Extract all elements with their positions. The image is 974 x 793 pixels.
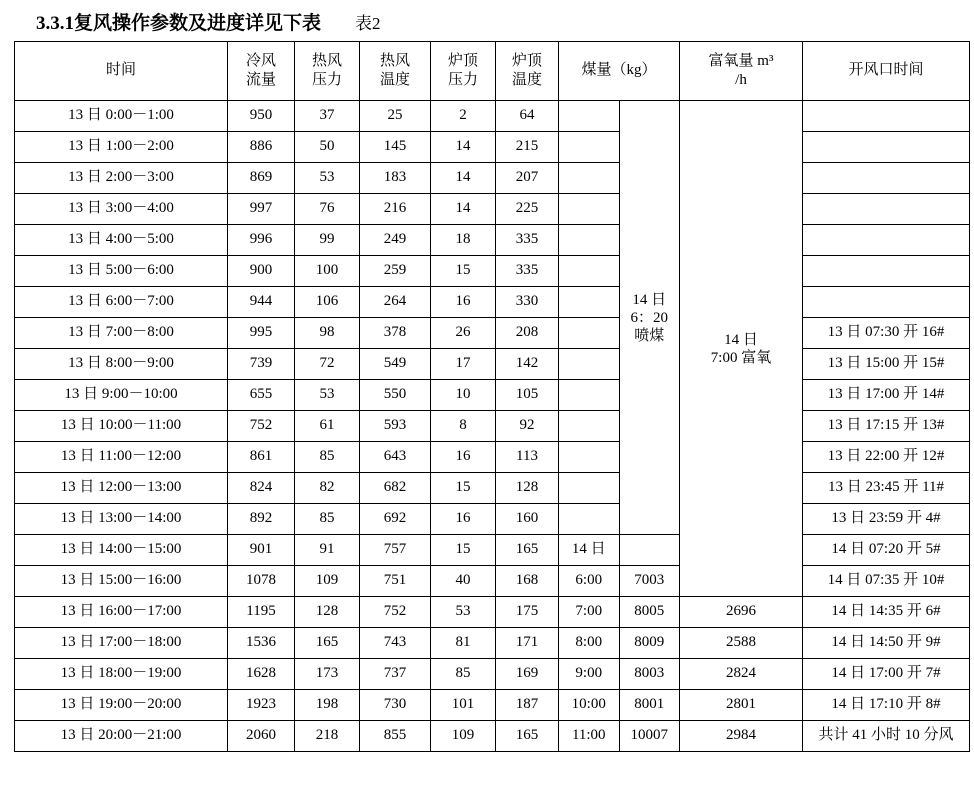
cell-top-temperature: 187 <box>496 690 559 721</box>
table-row <box>15 194 970 225</box>
cell-open-time: 14 日 14:35 开 6# <box>803 597 970 628</box>
cell-open-time <box>803 225 970 256</box>
cell-oxygen-value: 2801 <box>680 690 803 721</box>
table-row <box>15 132 970 163</box>
cell-open-time: 13 日 17:15 开 13# <box>803 411 970 442</box>
cell-coal-time: 14 日 <box>559 535 620 566</box>
cell-hot-temperature: 549 <box>360 349 431 380</box>
cell-cold-flow: 886 <box>228 132 295 163</box>
cell-time: 13 日 19:00－20:00 <box>15 690 228 721</box>
column-header-coal-label: 煤量（kg） <box>581 62 657 79</box>
table-row <box>15 504 970 535</box>
cell-oxygen-note-line2: 7:00 富氧 <box>710 349 772 366</box>
table-row <box>15 473 970 504</box>
cell-hot-temperature: 249 <box>360 225 431 256</box>
table-caption-label: 表2 <box>355 14 381 33</box>
cell-coal-value <box>619 535 680 566</box>
cell-coal-time <box>559 442 620 473</box>
column-header-oxygen-line1: 富氧量 m³ <box>708 53 774 70</box>
cell-top-temperature: 208 <box>496 318 559 349</box>
cell-coal-time: 9:00 <box>559 659 620 690</box>
cell-top-temperature: 171 <box>496 628 559 659</box>
cell-hot-pressure: 100 <box>295 256 360 287</box>
cell-open-time <box>803 256 970 287</box>
cell-coal-time: 6:00 <box>559 566 620 597</box>
cell-hot-pressure: 82 <box>295 473 360 504</box>
cell-top-pressure: 109 <box>431 721 496 752</box>
cell-open-time: 14 日 17:10 开 8# <box>803 690 970 721</box>
cell-cold-flow: 1628 <box>228 659 295 690</box>
table-row <box>15 256 970 287</box>
cell-time: 13 日 18:00－19:00 <box>15 659 228 690</box>
cell-top-temperature: 142 <box>496 349 559 380</box>
page-title <box>14 0 960 41</box>
cell-cold-flow: 1923 <box>228 690 295 721</box>
cell-hot-pressure: 85 <box>295 442 360 473</box>
cell-coal-note <box>619 101 680 535</box>
column-header-time <box>15 42 228 101</box>
cell-coal-value: 8009 <box>619 628 680 659</box>
cell-hot-temperature: 550 <box>360 380 431 411</box>
cell-time: 13 日 12:00－13:00 <box>15 473 228 504</box>
cell-hot-pressure: 173 <box>295 659 360 690</box>
column-header-cold-flow-line1: 冷风 <box>245 53 276 70</box>
cell-coal-value: 10007 <box>619 721 680 752</box>
column-header-top-pressure <box>431 42 496 101</box>
cell-cold-flow: 944 <box>228 287 295 318</box>
cell-open-time: 14 日 17:00 开 7# <box>803 659 970 690</box>
cell-top-temperature: 165 <box>496 535 559 566</box>
column-header-time-label: 时间 <box>105 62 136 79</box>
cell-top-pressure: 15 <box>431 256 496 287</box>
cell-time: 13 日 7:00－8:00 <box>15 318 228 349</box>
cell-cold-flow: 996 <box>228 225 295 256</box>
cell-hot-pressure: 198 <box>295 690 360 721</box>
cell-time: 13 日 11:00－12:00 <box>15 442 228 473</box>
cell-time: 13 日 8:00－9:00 <box>15 349 228 380</box>
table-row <box>15 597 970 628</box>
cell-top-temperature: 105 <box>496 380 559 411</box>
cell-top-temperature: 92 <box>496 411 559 442</box>
cell-hot-pressure: 61 <box>295 411 360 442</box>
column-header-hot-pressure-line1: 热风 <box>311 53 342 70</box>
cell-hot-temperature: 145 <box>360 132 431 163</box>
cell-open-time: 14 日 14:50 开 9# <box>803 628 970 659</box>
column-header-hot-temperature-line2: 温度 <box>379 72 410 88</box>
cell-coal-value: 7003 <box>619 566 680 597</box>
cell-top-pressure: 53 <box>431 597 496 628</box>
column-header-top-pressure-line2: 压力 <box>447 72 478 88</box>
cell-oxygen-note <box>680 101 803 597</box>
cell-open-time: 13 日 23:59 开 4# <box>803 504 970 535</box>
cell-top-temperature: 168 <box>496 566 559 597</box>
cell-top-temperature: 64 <box>496 101 559 132</box>
cell-cold-flow: 997 <box>228 194 295 225</box>
cell-cold-flow: 892 <box>228 504 295 535</box>
cell-top-pressure: 14 <box>431 163 496 194</box>
cell-top-pressure: 14 <box>431 132 496 163</box>
cell-coal-time <box>559 225 620 256</box>
cell-hot-temperature: 692 <box>360 504 431 535</box>
column-header-open-time-label: 开风口时间 <box>848 62 924 79</box>
cell-time: 13 日 2:00－3:00 <box>15 163 228 194</box>
cell-hot-temperature: 593 <box>360 411 431 442</box>
cell-coal-time <box>559 473 620 504</box>
cell-cold-flow: 1078 <box>228 566 295 597</box>
cell-coal-value: 8003 <box>619 659 680 690</box>
cell-open-time: 14 日 07:35 开 10# <box>803 566 970 597</box>
cell-oxygen-note-line1: 14 日 <box>724 331 758 348</box>
table-row <box>15 225 970 256</box>
cell-hot-temperature: 216 <box>360 194 431 225</box>
cell-hot-temperature: 25 <box>360 101 431 132</box>
table-body <box>15 101 970 752</box>
cell-coal-time <box>559 318 620 349</box>
cell-hot-temperature: 730 <box>360 690 431 721</box>
cell-open-time <box>803 194 970 225</box>
cell-hot-temperature: 757 <box>360 535 431 566</box>
table-row <box>15 318 970 349</box>
cell-top-temperature: 175 <box>496 597 559 628</box>
cell-hot-temperature: 259 <box>360 256 431 287</box>
cell-hot-pressure: 50 <box>295 132 360 163</box>
cell-coal-time <box>559 411 620 442</box>
cell-cold-flow: 824 <box>228 473 295 504</box>
cell-top-pressure: 16 <box>431 504 496 535</box>
table-row <box>15 380 970 411</box>
cell-coal-time: 8:00 <box>559 628 620 659</box>
column-header-hot-temperature-line1: 热风 <box>379 53 410 70</box>
cell-top-pressure: 2 <box>431 101 496 132</box>
column-header-open-time <box>803 42 970 101</box>
cell-time: 13 日 5:00－6:00 <box>15 256 228 287</box>
cell-time: 13 日 14:00－15:00 <box>15 535 228 566</box>
cell-top-pressure: 10 <box>431 380 496 411</box>
cell-time: 13 日 1:00－2:00 <box>15 132 228 163</box>
cell-oxygen-value: 2588 <box>680 628 803 659</box>
cell-cold-flow: 900 <box>228 256 295 287</box>
cell-cold-flow: 752 <box>228 411 295 442</box>
cell-oxygen-value: 2984 <box>680 721 803 752</box>
cell-hot-temperature: 183 <box>360 163 431 194</box>
cell-coal-note-line3: 喷煤 <box>634 327 665 344</box>
column-header-hot-pressure <box>295 42 360 101</box>
cell-hot-temperature: 682 <box>360 473 431 504</box>
cell-open-time <box>803 101 970 132</box>
cell-coal-note-line2: 6：20 <box>630 309 668 326</box>
cell-top-pressure: 17 <box>431 349 496 380</box>
operation-parameters-table <box>14 41 970 752</box>
cell-hot-temperature: 743 <box>360 628 431 659</box>
cell-time: 13 日 4:00－5:00 <box>15 225 228 256</box>
cell-cold-flow: 950 <box>228 101 295 132</box>
cell-time: 13 日 3:00－4:00 <box>15 194 228 225</box>
cell-hot-pressure: 72 <box>295 349 360 380</box>
cell-time: 13 日 16:00－17:00 <box>15 597 228 628</box>
cell-coal-time <box>559 163 620 194</box>
cell-time: 13 日 17:00－18:00 <box>15 628 228 659</box>
cell-time: 13 日 6:00－7:00 <box>15 287 228 318</box>
cell-open-time <box>803 163 970 194</box>
cell-oxygen-value: 2696 <box>680 597 803 628</box>
cell-cold-flow: 901 <box>228 535 295 566</box>
cell-top-temperature: 335 <box>496 256 559 287</box>
cell-open-time: 13 日 17:00 开 14# <box>803 380 970 411</box>
cell-top-pressure: 101 <box>431 690 496 721</box>
cell-time: 13 日 20:00－21:00 <box>15 721 228 752</box>
cell-hot-pressure: 165 <box>295 628 360 659</box>
table-row <box>15 442 970 473</box>
cell-top-pressure: 16 <box>431 442 496 473</box>
cell-top-temperature: 335 <box>496 225 559 256</box>
table-row <box>15 566 970 597</box>
cell-hot-pressure: 76 <box>295 194 360 225</box>
cell-hot-pressure: 37 <box>295 101 360 132</box>
table-row <box>15 721 970 752</box>
cell-coal-time <box>559 101 620 132</box>
cell-cold-flow: 739 <box>228 349 295 380</box>
cell-top-temperature: 160 <box>496 504 559 535</box>
table-row <box>15 659 970 690</box>
table-row <box>15 690 970 721</box>
column-header-top-temperature-line2: 温度 <box>511 72 542 88</box>
cell-time: 13 日 9:00－10:00 <box>15 380 228 411</box>
cell-top-pressure: 16 <box>431 287 496 318</box>
cell-open-time: 13 日 22:00 开 12# <box>803 442 970 473</box>
cell-coal-time <box>559 194 620 225</box>
cell-hot-temperature: 752 <box>360 597 431 628</box>
cell-hot-temperature: 737 <box>360 659 431 690</box>
cell-hot-temperature: 264 <box>360 287 431 318</box>
cell-open-time: 14 日 07:20 开 5# <box>803 535 970 566</box>
cell-coal-time <box>559 349 620 380</box>
table-header <box>15 42 970 101</box>
cell-top-pressure: 40 <box>431 566 496 597</box>
cell-top-temperature: 165 <box>496 721 559 752</box>
table-row <box>15 535 970 566</box>
cell-coal-time <box>559 504 620 535</box>
column-header-cold-flow <box>228 42 295 101</box>
cell-cold-flow: 2060 <box>228 721 295 752</box>
cell-hot-pressure: 128 <box>295 597 360 628</box>
cell-hot-temperature: 855 <box>360 721 431 752</box>
cell-hot-pressure: 91 <box>295 535 360 566</box>
cell-coal-time <box>559 256 620 287</box>
column-header-oxygen <box>680 42 803 101</box>
table-row <box>15 628 970 659</box>
cell-top-pressure: 15 <box>431 473 496 504</box>
cell-coal-time: 11:00 <box>559 721 620 752</box>
column-header-cold-flow-line2: 流量 <box>245 72 276 88</box>
table-row <box>15 349 970 380</box>
cell-oxygen-value: 2824 <box>680 659 803 690</box>
column-header-top-temperature-line1: 炉顶 <box>511 53 542 70</box>
cell-coal-time <box>559 287 620 318</box>
cell-hot-pressure: 53 <box>295 163 360 194</box>
cell-coal-time <box>559 132 620 163</box>
cell-top-pressure: 8 <box>431 411 496 442</box>
cell-cold-flow: 861 <box>228 442 295 473</box>
cell-open-time: 13 日 15:00 开 15# <box>803 349 970 380</box>
cell-coal-time <box>559 380 620 411</box>
cell-cold-flow: 1536 <box>228 628 295 659</box>
cell-hot-pressure: 53 <box>295 380 360 411</box>
cell-hot-temperature: 751 <box>360 566 431 597</box>
cell-coal-time: 7:00 <box>559 597 620 628</box>
table-header-row <box>15 42 970 101</box>
column-header-hot-temperature <box>360 42 431 101</box>
cell-cold-flow: 869 <box>228 163 295 194</box>
cell-open-time <box>803 287 970 318</box>
cell-top-temperature: 215 <box>496 132 559 163</box>
cell-hot-pressure: 99 <box>295 225 360 256</box>
cell-cold-flow: 655 <box>228 380 295 411</box>
cell-top-temperature: 169 <box>496 659 559 690</box>
cell-cold-flow: 995 <box>228 318 295 349</box>
cell-coal-time: 10:00 <box>559 690 620 721</box>
cell-top-pressure: 85 <box>431 659 496 690</box>
cell-open-time: 13 日 07:30 开 16# <box>803 318 970 349</box>
cell-time: 13 日 10:00－11:00 <box>15 411 228 442</box>
cell-top-pressure: 14 <box>431 194 496 225</box>
column-header-oxygen-line2: /h <box>735 72 747 88</box>
cell-top-temperature: 330 <box>496 287 559 318</box>
cell-hot-temperature: 643 <box>360 442 431 473</box>
cell-hot-pressure: 98 <box>295 318 360 349</box>
cell-top-pressure: 26 <box>431 318 496 349</box>
cell-top-temperature: 128 <box>496 473 559 504</box>
cell-top-temperature: 207 <box>496 163 559 194</box>
cell-top-pressure: 15 <box>431 535 496 566</box>
cell-open-time: 13 日 23:45 开 11# <box>803 473 970 504</box>
column-header-top-pressure-line1: 炉顶 <box>447 53 478 70</box>
cell-open-time <box>803 132 970 163</box>
cell-hot-temperature: 378 <box>360 318 431 349</box>
column-header-top-temperature <box>496 42 559 101</box>
column-header-hot-pressure-line2: 压力 <box>311 72 342 88</box>
cell-time: 13 日 13:00－14:00 <box>15 504 228 535</box>
cell-top-temperature: 225 <box>496 194 559 225</box>
cell-hot-pressure: 85 <box>295 504 360 535</box>
cell-top-pressure: 81 <box>431 628 496 659</box>
cell-coal-note-line1: 14 日 <box>632 291 667 308</box>
page-title-text: 3.3.1复风操作参数及进度详见下表 <box>36 13 322 34</box>
cell-coal-value: 8005 <box>619 597 680 628</box>
table-row <box>15 411 970 442</box>
cell-hot-pressure: 218 <box>295 721 360 752</box>
table-row <box>15 287 970 318</box>
cell-top-temperature: 113 <box>496 442 559 473</box>
cell-hot-pressure: 109 <box>295 566 360 597</box>
cell-time: 13 日 15:00－16:00 <box>15 566 228 597</box>
cell-top-pressure: 18 <box>431 225 496 256</box>
table-row <box>15 101 970 132</box>
cell-open-time: 共计 41 小时 10 分风 <box>803 721 970 752</box>
cell-cold-flow: 1195 <box>228 597 295 628</box>
cell-time: 13 日 0:00－1:00 <box>15 101 228 132</box>
table-row <box>15 163 970 194</box>
cell-coal-value: 8001 <box>619 690 680 721</box>
column-header-coal <box>559 42 680 101</box>
cell-hot-pressure: 106 <box>295 287 360 318</box>
